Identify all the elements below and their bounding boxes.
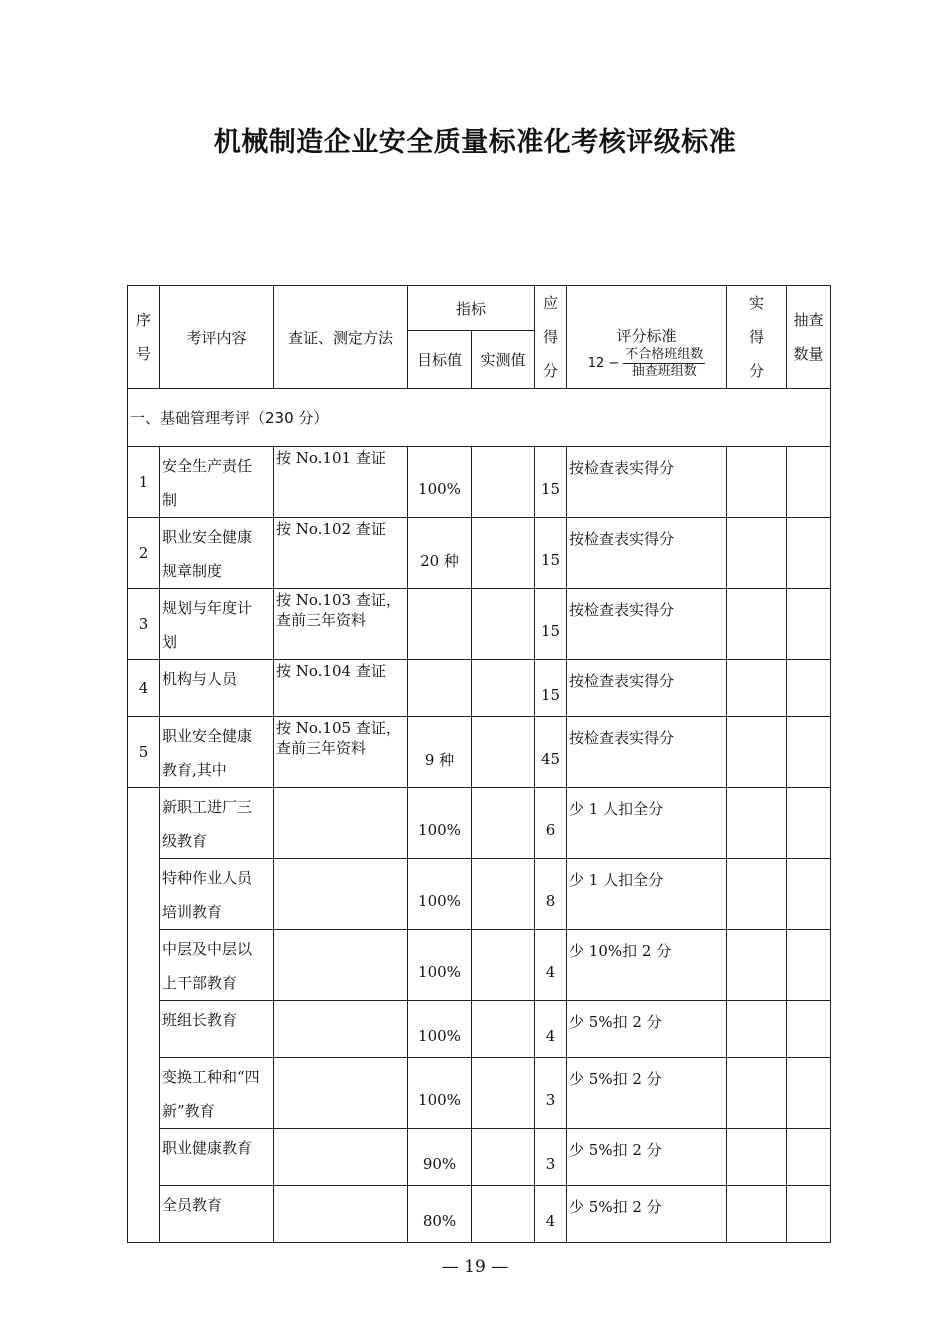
cell-target (408, 660, 472, 717)
cell-criteria: 按检查表实得分 (567, 717, 727, 788)
cell-target: 80% (408, 1186, 472, 1243)
header-points: 应 得 分 (535, 286, 567, 389)
header-target: 目标值 (408, 331, 472, 389)
table-row (128, 788, 831, 859)
cell-method: 按 No.105 查证， 查前三年资料 (274, 717, 408, 788)
cell-sample (787, 1186, 831, 1243)
cell-criteria: 少 5%扣 2 分 (567, 1129, 727, 1186)
cell-seq: 2 (128, 518, 160, 589)
cell-criteria: 按检查表实得分 (567, 518, 727, 589)
header-measured: 实测值 (472, 331, 535, 389)
cell-content: 新职工进厂三 级教育 (160, 788, 274, 859)
cell-target: 20 种 (408, 518, 472, 589)
table-row (128, 717, 831, 788)
cell-target: 100% (408, 447, 472, 518)
cell-measured (472, 660, 535, 717)
cell-sample (787, 717, 831, 788)
cell-seq: 4 (128, 660, 160, 717)
table-row (128, 930, 831, 1001)
page-number: — 19 — (441, 1257, 509, 1277)
table-row (128, 1129, 831, 1186)
header-criteria: 评分标准 12 − $\frac{\text{不合格班组数}}{\text{抽查班组数}}$ (567, 286, 727, 389)
cell-seq: 1 (128, 447, 160, 518)
cell-actual (727, 1001, 787, 1058)
cell-sample (787, 518, 831, 589)
cell-content: 职业健康教育 (160, 1129, 274, 1186)
cell-actual (727, 859, 787, 930)
cell-target: 90% (408, 1129, 472, 1186)
cell-criteria: 按检查表实得分 (567, 589, 727, 660)
cell-measured (472, 717, 535, 788)
cell-method (274, 1129, 408, 1186)
cell-measured (472, 447, 535, 518)
cell-content: 中层及中层以 上干部教育 (160, 930, 274, 1001)
cell-method (274, 788, 408, 859)
cell-seq (128, 859, 160, 930)
cell-criteria: 按检查表实得分 (567, 447, 727, 518)
cell-seq (128, 1058, 160, 1129)
cell-seq (128, 1186, 160, 1243)
cell-content: 变换工种和“四 新”教育 (160, 1058, 274, 1129)
cell-actual (727, 930, 787, 1001)
header-actual: 实 得 分 (727, 286, 787, 389)
cell-content: 职业安全健康 教育,其中 (160, 717, 274, 788)
cell-seq (128, 1001, 160, 1058)
cell-measured (472, 1058, 535, 1129)
cell-actual (727, 1186, 787, 1243)
cell-measured (472, 589, 535, 660)
header-sample: 抽查 数量 (787, 286, 831, 389)
cell-measured (472, 1186, 535, 1243)
cell-points: 15 (535, 518, 567, 589)
cell-content: 机构与人员 (160, 660, 274, 717)
cell-criteria: 少 1 人扣全分 (567, 788, 727, 859)
table-row (128, 589, 831, 660)
header-content: 考评内容 (160, 286, 274, 389)
cell-sample (787, 1129, 831, 1186)
cell-seq: 3 (128, 589, 160, 660)
cell-criteria: 少 5%扣 2 分 (567, 1186, 727, 1243)
cell-sample (787, 589, 831, 660)
cell-target: 100% (408, 930, 472, 1001)
cell-method (274, 1058, 408, 1129)
cell-points: 8 (535, 859, 567, 930)
cell-content: 安全生产责任 制 (160, 447, 274, 518)
cell-seq: 5 (128, 717, 160, 788)
cell-target: 100% (408, 859, 472, 930)
cell-actual (727, 1058, 787, 1129)
table-row (128, 1186, 831, 1243)
cell-measured (472, 859, 535, 930)
cell-points: 15 (535, 660, 567, 717)
table-row (128, 1058, 831, 1129)
cell-criteria: 少 10%扣 2 分 (567, 930, 727, 1001)
cell-target: 100% (408, 1001, 472, 1058)
cell-content: 职业安全健康 规章制度 (160, 518, 274, 589)
cell-actual (727, 788, 787, 859)
cell-criteria: 少 5%扣 2 分 (567, 1001, 727, 1058)
cell-target: 100% (408, 788, 472, 859)
cell-content: 特种作业人员 培训教育 (160, 859, 274, 930)
standards-table (127, 285, 831, 1243)
standards-table-wrapper (127, 285, 830, 1243)
cell-method: 按 No.103 查证， 查前三年资料 (274, 589, 408, 660)
cell-points: 4 (535, 1186, 567, 1243)
cell-measured (472, 1001, 535, 1058)
cell-points: 4 (535, 930, 567, 1001)
criteria-formula: 12 − $\frac{\text{不合格班组数}}{\text{抽查班组数}}$ (587, 347, 704, 379)
cell-measured (472, 518, 535, 589)
table-row (128, 447, 831, 518)
cell-measured (472, 1129, 535, 1186)
formula-denominator: 抽查班组数 (631, 364, 697, 379)
cell-measured (472, 930, 535, 1001)
cell-points: 15 (535, 589, 567, 660)
header-method: 查证、测定方法 (274, 286, 408, 389)
cell-target (408, 589, 472, 660)
cell-sample (787, 1058, 831, 1129)
cell-seq (128, 788, 160, 859)
cell-target: 9 种 (408, 717, 472, 788)
cell-content: 全员教育 (160, 1186, 274, 1243)
cell-method (274, 1001, 408, 1058)
cell-criteria: 按检查表实得分 (567, 660, 727, 717)
table-row (128, 1001, 831, 1058)
table-row (128, 518, 831, 589)
cell-sample (787, 660, 831, 717)
header-seq: 序 号 (128, 286, 160, 389)
document-title: 机械制造企业安全质量标准化考核评级标准 (213, 127, 737, 158)
cell-sample (787, 447, 831, 518)
table-row (128, 859, 831, 930)
cell-points: 45 (535, 717, 567, 788)
cell-actual (727, 447, 787, 518)
cell-sample (787, 788, 831, 859)
cell-sample (787, 930, 831, 1001)
cell-sample (787, 1001, 831, 1058)
cell-sample (787, 859, 831, 930)
cell-points: 6 (535, 788, 567, 859)
formula-numerator: 不合格班组数 (625, 347, 704, 362)
cell-points: 3 (535, 1058, 567, 1129)
cell-actual (727, 717, 787, 788)
cell-actual (727, 518, 787, 589)
cell-method: 按 No.104 查证 (274, 660, 408, 717)
cell-criteria: 少 1 人扣全分 (567, 859, 727, 930)
header-indicator: 指标 (408, 286, 535, 331)
cell-actual (727, 660, 787, 717)
cell-criteria: 少 5%扣 2 分 (567, 1058, 727, 1129)
cell-content: 班组长教育 (160, 1001, 274, 1058)
cell-measured (472, 788, 535, 859)
cell-points: 3 (535, 1129, 567, 1186)
cell-method: 按 No.101 查证 (274, 447, 408, 518)
cell-points: 15 (535, 447, 567, 518)
cell-method (274, 859, 408, 930)
cell-method: 按 No.102 查证 (274, 518, 408, 589)
cell-method (274, 1186, 408, 1243)
cell-actual (727, 1129, 787, 1186)
table-row (128, 660, 831, 717)
cell-method (274, 930, 408, 1001)
cell-seq (128, 1129, 160, 1186)
cell-seq (128, 930, 160, 1001)
cell-actual (727, 589, 787, 660)
cell-target: 100% (408, 1058, 472, 1129)
section-heading: 一、基础管理考评（230 分） (128, 389, 831, 447)
cell-content: 规划与年度计 划 (160, 589, 274, 660)
cell-points: 4 (535, 1001, 567, 1058)
